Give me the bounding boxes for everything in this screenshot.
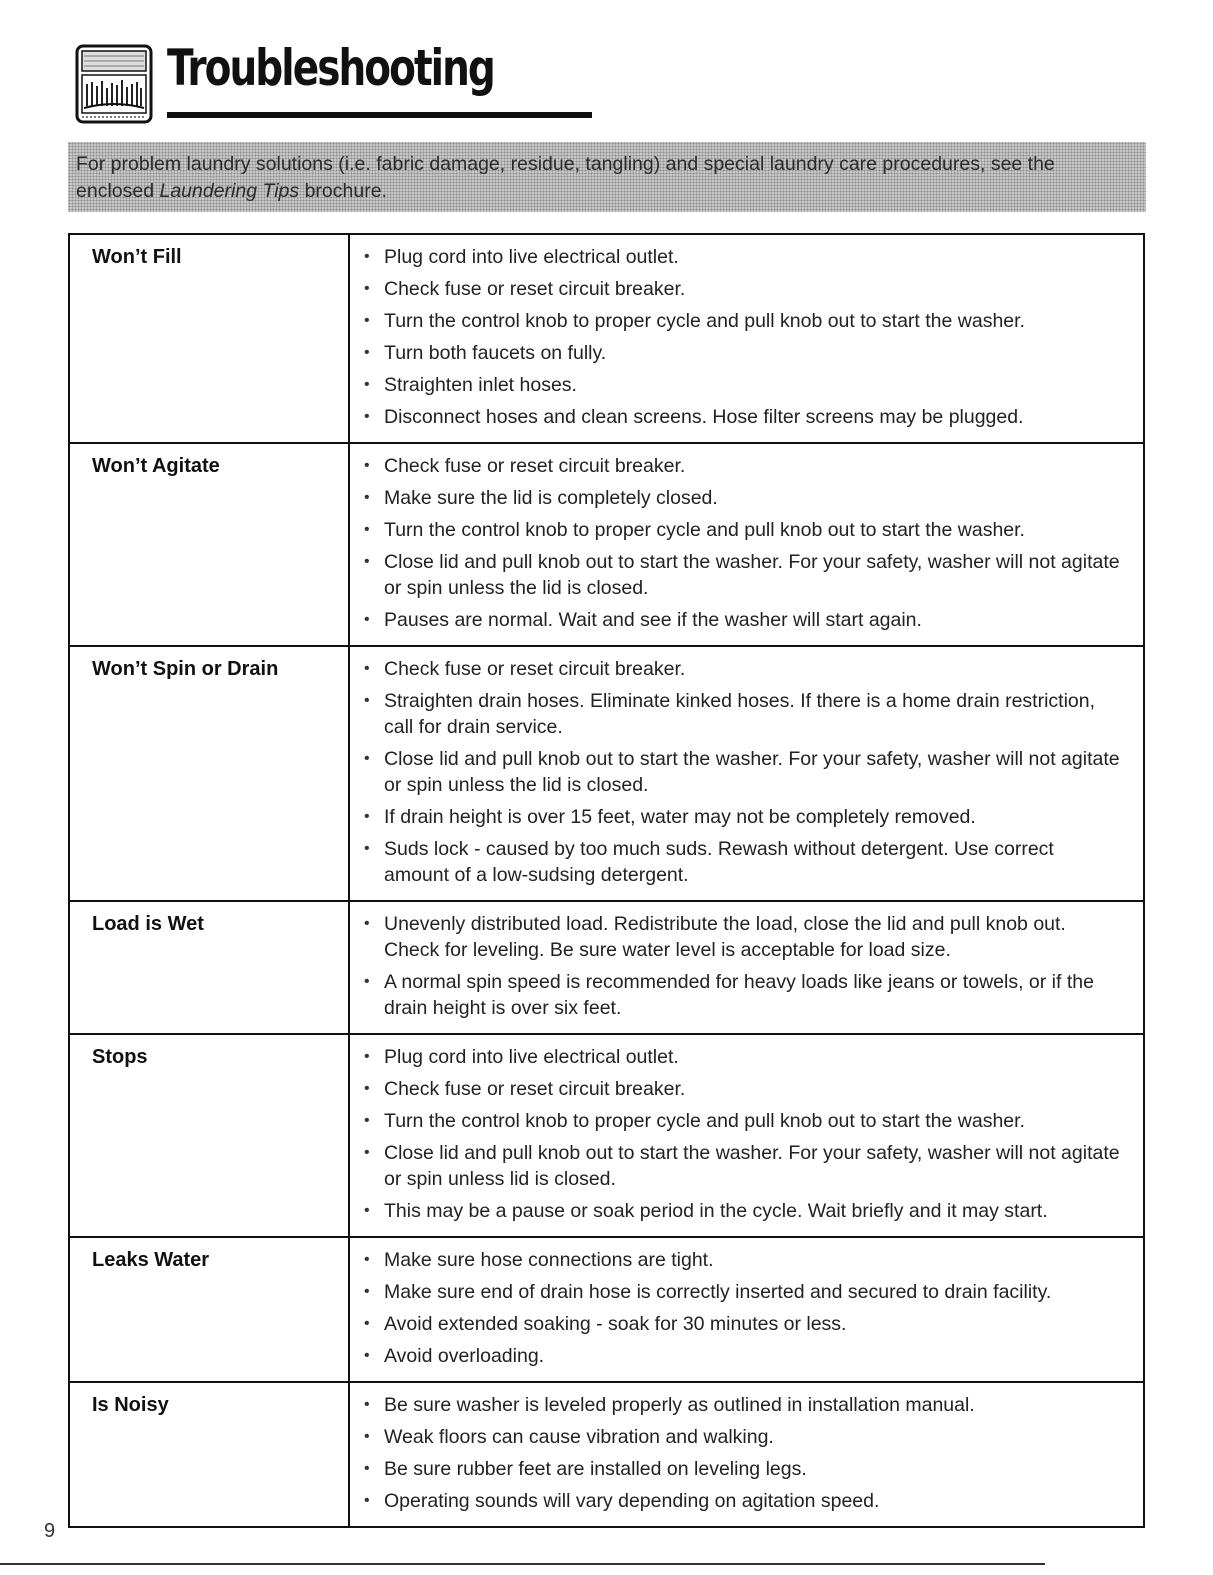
solution-text: Avoid overloading.	[384, 1345, 545, 1367]
solution-item	[362, 485, 1123, 511]
solution-text: Turn the control knob to proper cycle and pull knob out to start the washer.	[384, 519, 1025, 541]
solutions-list	[362, 656, 1123, 888]
solutions-cell	[349, 1237, 1144, 1382]
solution-text: Be sure washer is leveled properly as outlined in installation manual.	[384, 1394, 975, 1416]
bullet-icon: •	[364, 408, 370, 425]
bullet-icon: •	[364, 521, 370, 538]
bullet-icon: •	[364, 1396, 370, 1413]
solutions-list	[362, 244, 1123, 430]
bullet-icon: •	[364, 1428, 370, 1445]
bullet-icon: •	[364, 344, 370, 361]
solution-item	[362, 1311, 1123, 1337]
bullet-icon: •	[364, 280, 370, 297]
troubleshooting-table-body	[69, 234, 1144, 1527]
washer-basket-icon	[75, 44, 153, 124]
solutions-cell	[349, 1034, 1144, 1237]
solution-text: Close lid and pull knob out to start the washer. For your safety, washer will not agitate or spin unless lid is closed.	[384, 1142, 1120, 1190]
solution-item	[362, 517, 1123, 543]
solution-item	[362, 688, 1123, 740]
solutions-list	[362, 1044, 1123, 1224]
problem-label: Won’t Fill	[69, 234, 349, 443]
solution-text: Avoid extended soaking - soak for 30 minutes or less.	[384, 1313, 847, 1335]
solution-item	[362, 276, 1123, 302]
solutions-cell	[349, 901, 1144, 1034]
bullet-icon: •	[364, 489, 370, 506]
bullet-icon: •	[364, 457, 370, 474]
bullet-icon: •	[364, 1080, 370, 1097]
bullet-icon: •	[364, 1144, 370, 1161]
solution-text: If drain height is over 15 feet, water may not be completely removed.	[384, 806, 976, 828]
solutions-cell	[349, 443, 1144, 646]
bullet-icon: •	[364, 915, 370, 932]
bullet-icon: •	[364, 611, 370, 628]
solution-text: Check fuse or reset circuit breaker.	[384, 658, 686, 680]
solution-item	[362, 969, 1123, 1021]
problem-row	[69, 646, 1144, 901]
solutions-list	[362, 1392, 1123, 1514]
solutions-cell	[349, 646, 1144, 901]
solution-item	[362, 656, 1123, 682]
solution-text: Make sure the lid is completely closed.	[384, 487, 718, 509]
bullet-icon: •	[364, 692, 370, 709]
solution-item	[362, 1343, 1123, 1369]
solution-text: Check fuse or reset circuit breaker.	[384, 455, 686, 477]
bullet-icon: •	[364, 1315, 370, 1332]
solution-text: Pauses are normal. Wait and see if the washer will start again.	[384, 609, 922, 631]
solution-text: Turn both faucets on fully.	[384, 342, 607, 364]
solution-item	[362, 911, 1123, 963]
title-underline	[167, 112, 592, 118]
solution-text: Weak floors can cause vibration and walking.	[384, 1426, 774, 1448]
solution-text: Check fuse or reset circuit breaker.	[384, 278, 686, 300]
problem-label: Leaks Water	[69, 1237, 349, 1382]
bullet-icon: •	[364, 1347, 370, 1364]
notice-text: For problem laundry solutions (i.e. fabric damage, residue, tangling) and special laundry care procedures, see the enclosed	[76, 153, 1055, 202]
solution-text: Make sure end of drain hose is correctly inserted and secured to drain facility.	[384, 1281, 1052, 1303]
solution-item	[362, 1392, 1123, 1418]
solution-text: Check fuse or reset circuit breaker.	[384, 1078, 686, 1100]
problem-row	[69, 901, 1144, 1034]
solution-item	[362, 1044, 1123, 1070]
solution-item	[362, 1198, 1123, 1224]
solution-item	[362, 607, 1123, 633]
bullet-icon: •	[364, 1492, 370, 1509]
solution-item	[362, 1279, 1123, 1305]
bullet-icon: •	[364, 750, 370, 767]
solution-item	[362, 372, 1123, 398]
brochure-title: Laundering Tips	[159, 180, 300, 202]
notice-text-end: brochure.	[299, 180, 387, 202]
solution-text: Make sure hose connections are tight.	[384, 1249, 714, 1271]
solution-item	[362, 549, 1123, 601]
solution-item	[362, 804, 1123, 830]
problem-row	[69, 1034, 1144, 1237]
solution-text: Turn the control knob to proper cycle and pull knob out to start the washer.	[384, 1110, 1025, 1132]
solution-text: A normal spin speed is recommended for heavy loads like jeans or towels, or if the drain height is over six feet.	[384, 971, 1094, 1019]
solution-item	[362, 1424, 1123, 1450]
bullet-icon: •	[364, 1283, 370, 1300]
solutions-list	[362, 453, 1123, 633]
page-header	[75, 40, 535, 130]
bullet-icon: •	[364, 660, 370, 677]
solution-text: Straighten inlet hoses.	[384, 374, 577, 396]
solution-text: Plug cord into live electrical outlet.	[384, 246, 679, 268]
solutions-cell	[349, 1382, 1144, 1527]
troubleshooting-table	[68, 233, 1145, 1528]
solution-item	[362, 453, 1123, 479]
solution-text: Plug cord into live electrical outlet.	[384, 1046, 679, 1068]
bullet-icon: •	[364, 1251, 370, 1268]
solution-text: Turn the control knob to proper cycle and pull knob out to start the washer.	[384, 310, 1025, 332]
page-number: 9	[44, 1520, 56, 1542]
bullet-icon: •	[364, 808, 370, 825]
solution-text: Disconnect hoses and clean screens. Hose filter screens may be plugged.	[384, 406, 1024, 428]
bullet-icon: •	[364, 1202, 370, 1219]
solutions-cell	[349, 234, 1144, 443]
solution-text: Operating sounds will vary depending on agitation speed.	[384, 1490, 880, 1512]
solutions-list	[362, 1247, 1123, 1369]
bullet-icon: •	[364, 840, 370, 857]
solutions-list	[362, 911, 1123, 1021]
solution-text: Unevenly distributed load. Redistribute the load, close the lid and pull knob out. Check for leveling. Be sure water level is acceptable for load size.	[384, 913, 1066, 961]
solution-text: Close lid and pull knob out to start the washer. For your safety, washer will not agitate or spin unless the lid is closed.	[384, 551, 1120, 599]
solution-item	[362, 836, 1123, 888]
solution-text: Straighten drain hoses. Eliminate kinked hoses. If there is a home drain restriction, call for drain service.	[384, 690, 1096, 738]
solution-text: Close lid and pull knob out to start the washer. For your safety, washer will not agitate or spin unless the lid is closed.	[384, 748, 1120, 796]
page-title: Troubleshooting	[167, 39, 494, 97]
problem-row	[69, 443, 1144, 646]
bullet-icon: •	[364, 553, 370, 570]
bullet-icon: •	[364, 1112, 370, 1129]
problem-row	[69, 1237, 1144, 1382]
solution-item	[362, 1488, 1123, 1514]
notice-banner	[68, 142, 1146, 212]
bullet-icon: •	[364, 973, 370, 990]
solution-item	[362, 1247, 1123, 1273]
problem-row	[69, 234, 1144, 443]
bullet-icon: •	[364, 1460, 370, 1477]
solution-item	[362, 308, 1123, 334]
problem-label: Won’t Spin or Drain	[69, 646, 349, 901]
solution-text: Suds lock - caused by too much suds. Rewash without detergent. Use correct amount of a low-sudsing detergent.	[384, 838, 1054, 886]
problem-row	[69, 1382, 1144, 1527]
solution-text: Be sure rubber feet are installed on leveling legs.	[384, 1458, 807, 1480]
solution-item	[362, 1108, 1123, 1134]
solution-item	[362, 1140, 1123, 1192]
bullet-icon: •	[364, 312, 370, 329]
solution-item	[362, 404, 1123, 430]
bottom-rule	[0, 1563, 1045, 1565]
solution-item	[362, 340, 1123, 366]
problem-label: Is Noisy	[69, 1382, 349, 1527]
bullet-icon: •	[364, 1048, 370, 1065]
solution-item	[362, 746, 1123, 798]
solution-item	[362, 244, 1123, 270]
problem-label: Stops	[69, 1034, 349, 1237]
bullet-icon: •	[364, 376, 370, 393]
problem-label: Won’t Agitate	[69, 443, 349, 646]
solution-item	[362, 1076, 1123, 1102]
solution-item	[362, 1456, 1123, 1482]
solution-text: This may be a pause or soak period in the cycle. Wait briefly and it may start.	[384, 1200, 1048, 1222]
bullet-icon: •	[364, 248, 370, 265]
problem-label: Load is Wet	[69, 901, 349, 1034]
